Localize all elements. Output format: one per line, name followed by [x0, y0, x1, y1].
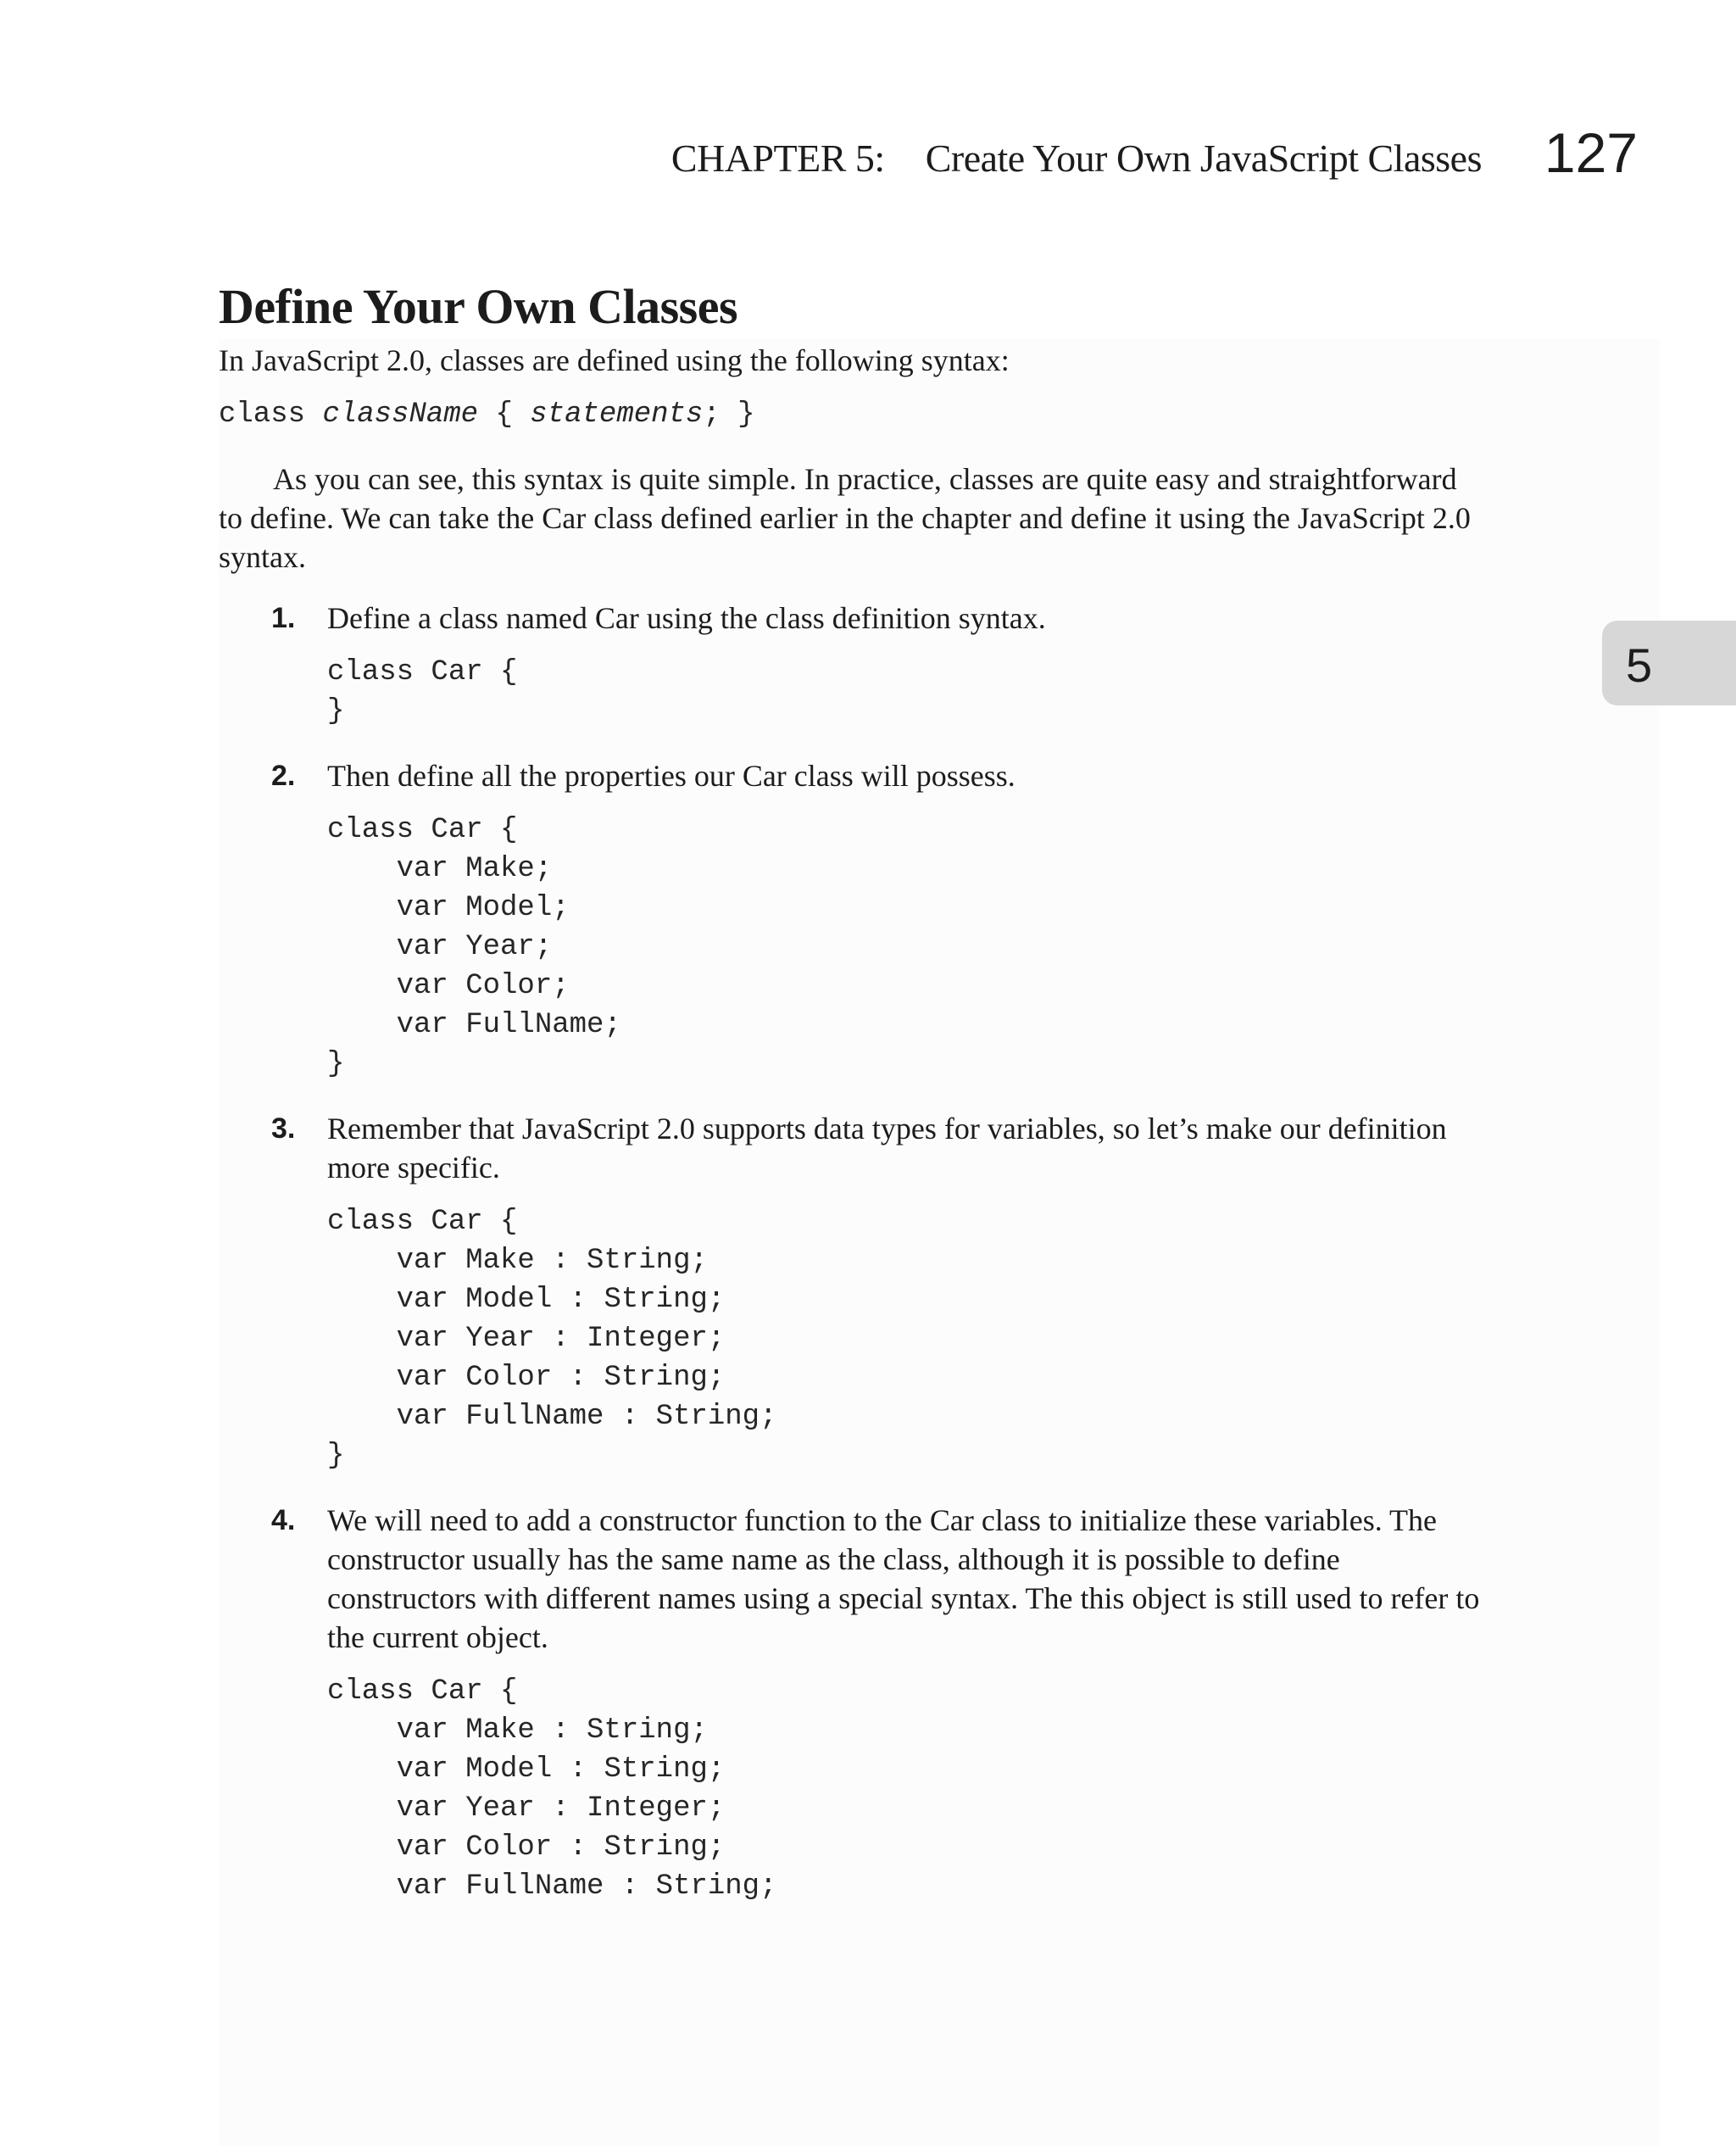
step-number: 1. — [271, 602, 296, 634]
step-number: 3. — [271, 1112, 296, 1145]
step-text: Define a class named Car using the class definition syntax. — [327, 601, 1046, 635]
step-text: Remember that JavaScript 2.0 supports data types for variables, so let’s make our definition more specific. — [327, 1112, 1447, 1184]
steps-list — [219, 599, 1482, 1906]
syntax-code — [219, 395, 1482, 434]
step-number: 4. — [271, 1504, 296, 1536]
chapter-thumb-tab-label: 5 — [1626, 638, 1653, 692]
chapter-label: CHAPTER 5: — [670, 137, 885, 180]
step-item — [219, 1501, 1482, 1906]
step-item — [219, 599, 1482, 731]
page-content — [219, 273, 1482, 1931]
chapter-thumb-tab — [1602, 621, 1736, 705]
syntax-statements: statements — [530, 399, 704, 431]
section-paragraph: As you can see, this syntax is quite simple. In practice, classes are quite easy and straightforward to define. We can take the Car class defined earlier in the chapter and define it using the JavaScript 2.0 syntax. — [219, 462, 1471, 574]
running-header — [671, 136, 1482, 181]
syntax-class-name: className — [322, 399, 479, 431]
syntax-open-brace: { — [495, 399, 513, 431]
page-number: 127 — [1544, 121, 1638, 184]
step-item — [219, 756, 1482, 1084]
step-item — [219, 1109, 1482, 1475]
step-code-block: class Car { var Make; var Model; var Year; var Color; var FullName; } — [327, 814, 621, 1080]
step-text: We will need to add a constructor function to the Car class to initialize these variables. The constructor usually has the same name as the class, although it is possible to define constructors with different names using a special syntax. The this object is still used to refer to the current object. — [327, 1503, 1480, 1654]
step-code-block: class Car { var Make : String; var Model : String; var Year : Integer; var Color : String; var FullName : String; } — [327, 1206, 777, 1472]
chapter-title: Create Your Own JavaScript Classes — [925, 137, 1482, 180]
step-code-block: class Car { var Make : String; var Model : String; var Year : Integer; var Color : String; var FullName : String; — [327, 1675, 777, 1903]
syntax-close: ; } — [703, 399, 755, 431]
syntax-keyword: class — [219, 399, 306, 431]
step-number: 2. — [271, 760, 296, 792]
step-code-block: class Car { } — [327, 656, 518, 727]
section-intro: In JavaScript 2.0, classes are defined using the following syntax: — [219, 343, 1010, 377]
step-text: Then define all the properties our Car class will possess. — [327, 759, 1015, 793]
section-title: Define Your Own Classes — [219, 279, 738, 334]
